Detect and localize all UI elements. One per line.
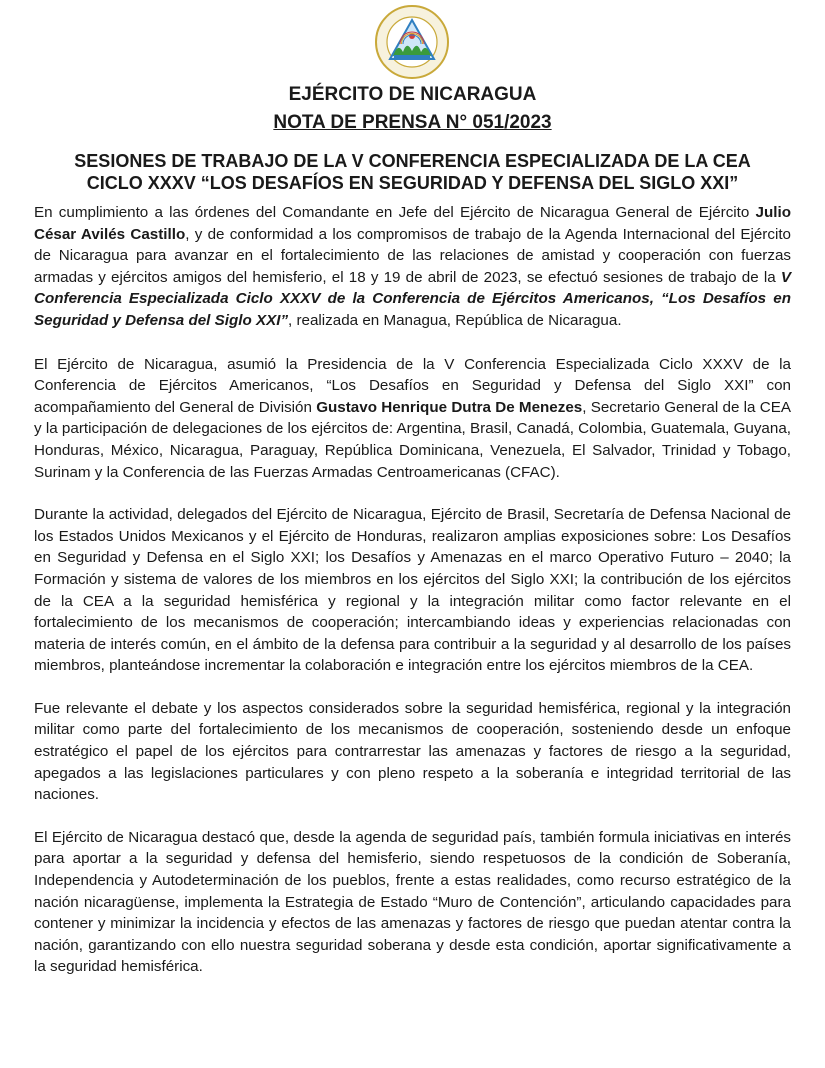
headline [0, 150, 825, 194]
paragraph-2: El Ejército de Nicaragua, asumió la Presidencia de la V Conferencia Especializada Ciclo XXXV de la Conferencia de Ejércitos Americanos, “Los Desafíos en Seguridad y Defensa del Siglo XXI” con acompañamiento del General de División Gustavo Henrique Dutra De Menezes, Secretario General de la CEA y la participación de delegaciones de los ejércitos de: Argentina, Brasil, Canadá, Colombia, Guatemala, Guyana, Honduras, México, Nicaragua, Paraguay, República Dominicana, Venezuela, El Salvador, Trinidad y Tobago, Surinam y la Conferencia de las Fuerzas Armadas Centroamericanas (CFAC). [34, 355, 791, 481]
paragraph-1: En cumplimiento a las órdenes del Comandante en Jefe del Ejército de Nicaragua General de Ejército Julio César Avilés Castillo, y de conformidad a los compromisos de trabajo de la Agenda Internacional del Ejército de Nicaragua para avanzar en el fortalecimiento de las relaciones de amistad y cooperación con fuerzas armadas y ejércitos amigos del hemisferio, el 18 y 19 de abril de 2023, se efectuó sesiones de trabajo de la V Conferencia Especializada Ciclo XXXV de la Conferencia de Ejércitos Americanos, “Los Desafíos en Seguridad y Defensa del Siglo XXI”, realizada en Managua, República de Nicaragua. [34, 204, 791, 329]
commander-name: Julio César Avilés Castillo [34, 204, 791, 243]
conference-name: V Conferencia Especializada Ciclo XXXV de la Conferencia de Ejércitos Americanos, “Los Desafíos en Seguridad y Defensa del Siglo XXI” [34, 268, 791, 329]
paragraph-3: Durante la actividad, delegados del Ejército de Nicaragua, Ejército de Brasil, Secretaría de Defensa Nacional de los Estados Unidos Mexicanos y el Ejército de Honduras, realizaron amplias exposiciones sobre: Los Desafíos en Seguridad y Defensa en el Siglo XXI; los Desafíos y Amenazas en el marco Operativo Futuro – 2040; la Formación y sistema de valores de los miembros en los ejércitos del Siglo XXI; la contribución de los ejércitos de la CEA a la seguridad hemisférica y regional y la integración militar como factor relevante en el fortalecimiento de los mecanismos de cooperación; intercambiando ideas y experiencias relacionadas con materia de interés común, en el ámbito de la defensa para contribuir a la seguridad y al desarrollo de los países miembros, planteándose incrementar la colaboración e integración entre los ejércitos miembros de la CEA. [34, 506, 791, 675]
secretary-general-name: Gustavo Henrique Dutra De Menezes [316, 398, 583, 416]
nicaragua-coat-of-arms-seal [374, 4, 450, 80]
headline-line-1: SESIONES DE TRABAJO DE LA V CONFERENCIA ESPECIALIZADA DE LA CEA [74, 151, 751, 171]
paragraph-5: El Ejército de Nicaragua destacó que, desde la agenda de seguridad país, también formula iniciativas en interés para aportar a la seguridad y defensa del hemisferio, siendo respetuosos de la condición de Soberanía, Independencia y Autodeterminación de los pueblos, frente a estas realidades, como recurso estratégico de la nación nicaragüense, implementa la Estrategia de Estado “Muro de Contención”, articulando capacidades para contener y minimizar la incidencia y efectos de las amenazas y factores de riesgo que puedan atentar contra la nación, garantizando con ello nuestra seguridad soberana y desde esta condición, aportar significativamente a la seguridad hemisférica. [34, 828, 791, 976]
headline-line-2: CICLO XXXV “LOS DESAFÍOS EN SEGURIDAD Y DEFENSA DEL SIGLO XXI” [86, 173, 739, 193]
organization-name: EJÉRCITO DE NICARAGUA [288, 84, 537, 105]
paragraph-4: Fue relevante el debate y los aspectos considerados sobre la seguridad hemisférica, regional y la integración militar como parte del fortalecimiento de los mecanismos de cooperación, sosteniendo desde un enfoque estratégico el papel de los ejércitos para contrarrestar las amenazas y factores de riesgo a la seguridad, apegados a las legislaciones particulares y con pleno respeto a la soberanía e integridad territorial de las naciones. [34, 699, 791, 804]
press-release-number: NOTA DE PRENSA N° 051/2023 [273, 112, 552, 133]
press-release-body [34, 202, 791, 999]
